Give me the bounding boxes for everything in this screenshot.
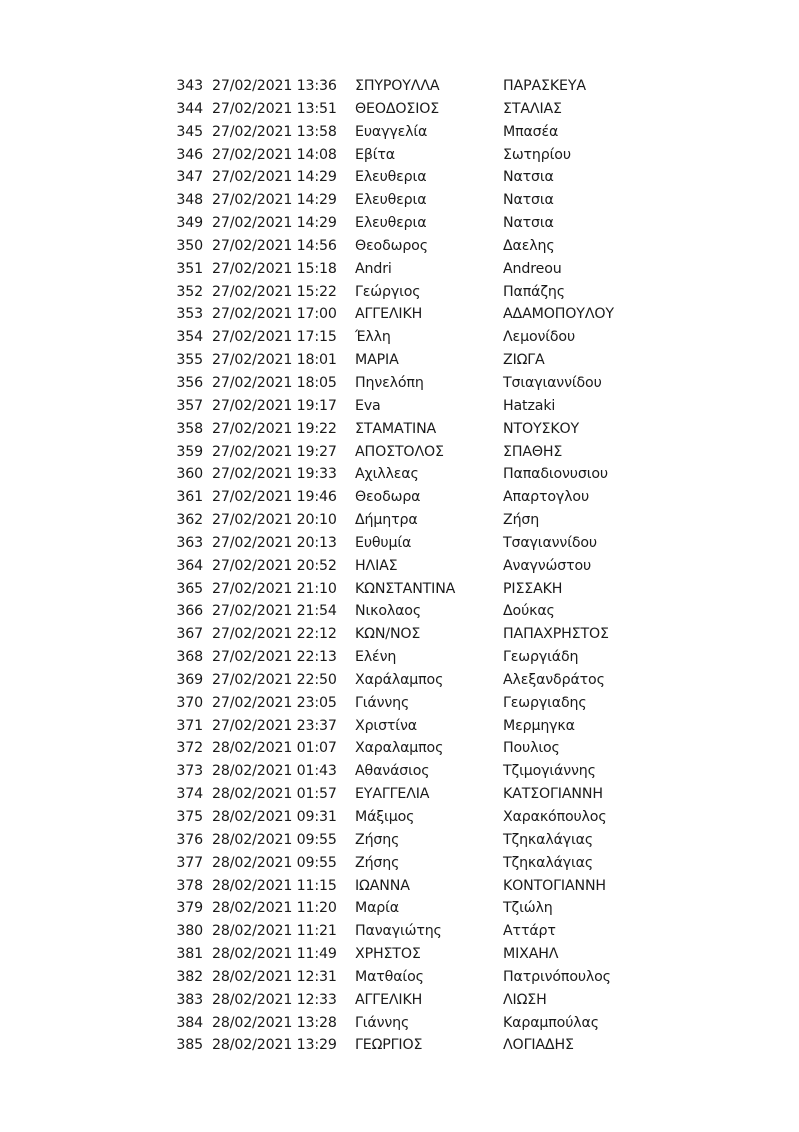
row-last-name: Απαρτογλου	[503, 489, 590, 506]
row-datetime: 28/02/2021 13:28	[212, 1014, 337, 1031]
table-row	[160, 715, 640, 738]
row-number: 384	[176, 1014, 203, 1031]
row-datetime: 27/02/2021 19:33	[212, 466, 337, 483]
row-number: 373	[176, 763, 203, 780]
row-number: 380	[176, 923, 203, 940]
row-number: 349	[176, 215, 203, 232]
row-first-name: Δήμητρα	[355, 512, 418, 529]
row-number: 356	[176, 374, 203, 391]
row-datetime: 27/02/2021 15:22	[212, 283, 337, 300]
row-datetime: 28/02/2021 11:49	[212, 946, 337, 963]
row-first-name: Εβίτα	[355, 146, 395, 163]
table-row	[160, 235, 640, 258]
row-last-name: Αττάρτ	[503, 923, 556, 940]
row-last-name: Χαρακόπουλος	[503, 809, 607, 825]
table-row	[160, 372, 640, 395]
row-last-name: Τζιμογιάννης	[503, 763, 596, 780]
row-first-name: ΣΠΥΡΟΥΛΛΑ	[355, 78, 440, 94]
row-datetime: 27/02/2021 13:51	[212, 100, 337, 117]
row-number: 366	[176, 603, 203, 620]
row-datetime: 27/02/2021 22:13	[212, 649, 337, 666]
row-last-name: Πουλιος	[503, 740, 560, 757]
row-first-name: Νικολαος	[355, 603, 422, 620]
row-last-name: ΝΤΟΥΣΚΟΥ	[503, 420, 580, 437]
row-datetime: 27/02/2021 22:12	[212, 626, 337, 643]
row-first-name: Γιάννης	[355, 1014, 410, 1031]
table-row	[160, 258, 640, 281]
row-last-name: Hatzaki	[503, 397, 556, 414]
row-number: 345	[176, 123, 203, 140]
row-datetime: 27/02/2021 14:29	[212, 215, 337, 232]
row-datetime: 27/02/2021 14:08	[212, 146, 337, 163]
row-number: 381	[176, 946, 203, 963]
row-datetime: 28/02/2021 11:15	[212, 877, 337, 894]
table-row	[160, 303, 640, 326]
row-last-name: Τζηκαλάγιας	[503, 854, 594, 871]
row-number: 378	[176, 877, 203, 894]
row-first-name: Ελευθερια	[355, 192, 427, 209]
row-first-name: ΙΩΑΝΝΑ	[355, 877, 410, 894]
row-first-name: Eva	[355, 397, 381, 414]
row-number: 347	[176, 169, 203, 186]
row-last-name: ΣΤΑΛΙΑΣ	[503, 100, 562, 117]
row-number: 348	[176, 192, 203, 209]
row-number: 362	[176, 512, 203, 529]
row-last-name: Ζήση	[503, 512, 540, 529]
row-first-name: Γεώργιος	[355, 283, 421, 300]
row-number: 376	[176, 831, 203, 848]
row-datetime: 28/02/2021 01:43	[212, 763, 337, 780]
table-row	[160, 189, 640, 212]
row-first-name: Αθανάσιος	[355, 763, 430, 780]
table-row	[160, 989, 640, 1012]
table-row	[160, 75, 640, 98]
row-number: 379	[176, 900, 203, 917]
row-number: 353	[176, 306, 203, 323]
row-last-name: Λεμονίδου	[503, 329, 576, 346]
row-first-name: ΘΕΟΔΟΣΙΟΣ	[355, 100, 440, 117]
row-first-name: Ελευθερια	[355, 169, 427, 186]
row-datetime: 28/02/2021 09:31	[212, 809, 337, 825]
row-last-name: ΠΑΡΑΣΚΕΥΑ	[503, 78, 586, 94]
row-datetime: 27/02/2021 13:36	[212, 78, 337, 94]
table-row	[160, 829, 640, 852]
row-datetime: 27/02/2021 15:18	[212, 260, 337, 277]
table-row	[160, 966, 640, 989]
row-last-name: ΛΙΩΣΗ	[503, 991, 547, 1008]
table-row	[160, 760, 640, 783]
row-last-name: ΡΙΣΣΑΚΗ	[503, 580, 563, 597]
row-datetime: 27/02/2021 19:17	[212, 397, 337, 414]
row-last-name: Μερμηγκα	[503, 717, 575, 734]
row-number: 369	[176, 671, 203, 688]
row-datetime: 27/02/2021 20:13	[212, 534, 337, 551]
row-number: 375	[176, 809, 203, 825]
row-last-name: ΠΑΠΑΧΡΗΣΤΟΣ	[503, 626, 609, 643]
row-number: 377	[176, 854, 203, 871]
table-row	[160, 166, 640, 189]
row-last-name: Γεωργιαδης	[503, 694, 587, 711]
row-number: 382	[176, 968, 203, 985]
row-datetime: 27/02/2021 14:56	[212, 237, 337, 254]
table-row	[160, 875, 640, 898]
row-number: 355	[176, 352, 203, 369]
row-last-name: Αναγνώστου	[503, 557, 592, 574]
table-row	[160, 395, 640, 418]
row-number: 358	[176, 420, 203, 437]
row-datetime: 27/02/2021 13:58	[212, 123, 337, 140]
row-last-name: ΛΟΓΙΑΔΗΣ	[503, 1037, 574, 1054]
row-number: 370	[176, 694, 203, 711]
row-last-name: Δαελης	[503, 237, 555, 254]
row-datetime: 28/02/2021 09:55	[212, 831, 337, 848]
row-first-name: ΚΩΝΣΤΑΝΤΙΝΑ	[355, 580, 456, 597]
registration-list	[160, 75, 640, 1057]
row-datetime: 27/02/2021 20:10	[212, 512, 337, 529]
table-row	[160, 532, 640, 555]
row-last-name: Μπασέα	[503, 123, 559, 140]
table-row	[160, 281, 640, 304]
row-datetime: 27/02/2021 18:01	[212, 352, 337, 369]
table-row	[160, 486, 640, 509]
row-first-name: Παναγιώτης	[355, 923, 442, 940]
row-datetime: 27/02/2021 19:27	[212, 443, 337, 460]
row-first-name: Γιάννης	[355, 694, 410, 711]
row-first-name: ΜΑΡΙΑ	[355, 352, 399, 369]
table-row	[160, 509, 640, 532]
table-row	[160, 212, 640, 235]
row-datetime: 28/02/2021 11:20	[212, 900, 337, 917]
row-datetime: 28/02/2021 13:29	[212, 1037, 337, 1054]
table-row	[160, 121, 640, 144]
row-first-name: Ευθυμία	[355, 534, 412, 551]
row-number: 371	[176, 717, 203, 734]
row-datetime: 27/02/2021 21:54	[212, 603, 337, 620]
row-last-name: Andreou	[503, 260, 562, 277]
row-number: 385	[176, 1037, 203, 1054]
row-number: 343	[176, 78, 203, 94]
row-first-name: Ελένη	[355, 649, 397, 666]
row-last-name: Τσαγιαννίδου	[503, 534, 597, 551]
row-last-name: ΖΙΩΓΑ	[503, 352, 545, 369]
row-last-name: ΚΟΝΤΟΓΙΑΝΝΗ	[503, 877, 606, 894]
row-number: 372	[176, 740, 203, 757]
row-first-name: Ελευθερια	[355, 215, 427, 232]
row-datetime: 27/02/2021 19:22	[212, 420, 337, 437]
row-last-name: Τζηκαλάγιας	[503, 831, 594, 848]
table-row	[160, 98, 640, 121]
row-first-name: Θεοδωρα	[355, 489, 421, 506]
row-datetime: 27/02/2021 21:10	[212, 580, 337, 597]
row-number: 365	[176, 580, 203, 597]
table-row	[160, 646, 640, 669]
table-row	[160, 669, 640, 692]
row-first-name: ΑΓΓΕΛΙΚΗ	[355, 306, 423, 323]
row-first-name: ΗΛΙΑΣ	[355, 557, 398, 574]
row-datetime: 28/02/2021 01:07	[212, 740, 337, 757]
row-last-name: Νατσια	[503, 215, 554, 232]
table-row	[160, 897, 640, 920]
table-row	[160, 555, 640, 578]
row-first-name: ΑΠΟΣΤΟΛΟΣ	[355, 443, 444, 460]
row-first-name: ΓΕΩΡΓΙΟΣ	[355, 1037, 423, 1054]
row-first-name: Πηνελόπη	[355, 374, 424, 391]
table-row	[160, 623, 640, 646]
row-last-name: Δούκας	[503, 603, 555, 620]
row-first-name: Χαραλαμπος	[355, 740, 444, 757]
row-last-name: Τσιαγιαννίδου	[503, 374, 602, 391]
row-datetime: 27/02/2021 17:00	[212, 306, 337, 323]
row-last-name: Αλεξανδράτος	[503, 671, 605, 688]
row-number: 368	[176, 649, 203, 666]
row-last-name: Παπαδιονυσιου	[503, 466, 608, 483]
row-number: 367	[176, 626, 203, 643]
row-first-name: Χαράλαμπος	[355, 671, 444, 688]
table-row	[160, 418, 640, 441]
row-first-name: ΕΥΑΓΓΕΛΙΑ	[355, 786, 430, 803]
row-datetime: 27/02/2021 14:29	[212, 169, 337, 186]
row-datetime: 27/02/2021 23:05	[212, 694, 337, 711]
table-row	[160, 783, 640, 806]
row-datetime: 28/02/2021 12:33	[212, 991, 337, 1008]
table-row	[160, 441, 640, 464]
row-number: 374	[176, 786, 203, 803]
row-last-name: ΚΑΤΣΟΓΙΑΝΝΗ	[503, 786, 603, 803]
row-first-name: Θεοδωρος	[355, 237, 428, 254]
row-datetime: 27/02/2021 22:50	[212, 671, 337, 688]
row-number: 346	[176, 146, 203, 163]
row-number: 364	[176, 557, 203, 574]
row-last-name: Σωτηρίου	[503, 146, 571, 163]
table-row	[160, 1034, 640, 1057]
row-datetime: 28/02/2021 12:31	[212, 968, 337, 985]
row-number: 350	[176, 237, 203, 254]
row-first-name: ΧΡΗΣΤΟΣ	[355, 946, 421, 963]
table-row	[160, 600, 640, 623]
table-row	[160, 920, 640, 943]
row-first-name: Ματθαίος	[355, 968, 424, 985]
table-row	[160, 463, 640, 486]
row-first-name: Μάξιμος	[355, 809, 415, 825]
row-datetime: 27/02/2021 20:52	[212, 557, 337, 574]
row-number: 351	[176, 260, 203, 277]
row-first-name: Ευαγγελία	[355, 123, 428, 140]
row-first-name: Έλλη	[355, 329, 391, 346]
row-datetime: 28/02/2021 11:21	[212, 923, 337, 940]
table-row	[160, 943, 640, 966]
table-row	[160, 144, 640, 167]
row-last-name: ΑΔΑΜΟΠΟΥΛΟΥ	[503, 306, 614, 323]
row-last-name: Τζιώλη	[503, 900, 553, 917]
row-datetime: 27/02/2021 23:37	[212, 717, 337, 734]
table-row	[160, 737, 640, 760]
row-last-name: Γεωργιάδη	[503, 649, 579, 666]
row-number: 383	[176, 991, 203, 1008]
row-first-name: ΣΤΑΜΑΤΙΝΑ	[355, 420, 437, 437]
row-last-name: Πατρινόπουλος	[503, 968, 611, 985]
row-last-name: ΜΙΧΑΗΛ	[503, 946, 559, 963]
row-first-name: ΚΩΝ/ΝΟΣ	[355, 626, 421, 643]
row-number: 360	[176, 466, 203, 483]
row-datetime: 27/02/2021 14:29	[212, 192, 337, 209]
table-row	[160, 578, 640, 601]
row-number: 359	[176, 443, 203, 460]
row-datetime: 28/02/2021 01:57	[212, 786, 337, 803]
row-last-name: Καραμπούλας	[503, 1014, 599, 1031]
row-datetime: 27/02/2021 17:15	[212, 329, 337, 346]
table-row	[160, 852, 640, 875]
row-number: 361	[176, 489, 203, 506]
row-last-name: Παπάζης	[503, 283, 565, 300]
row-first-name: Αχιλλεας	[355, 466, 419, 483]
row-datetime: 27/02/2021 18:05	[212, 374, 337, 391]
row-last-name: Νατσια	[503, 192, 554, 209]
table-row	[160, 806, 640, 829]
table-row	[160, 692, 640, 715]
table-row	[160, 326, 640, 349]
row-first-name: Ζήσης	[355, 854, 400, 871]
row-last-name: ΣΠΑΘΗΣ	[503, 443, 563, 460]
row-number: 354	[176, 329, 203, 346]
row-first-name: Andri	[355, 260, 392, 277]
row-number: 357	[176, 397, 203, 414]
row-first-name: Χριστίνα	[355, 717, 417, 734]
row-first-name: Μαρία	[355, 900, 400, 917]
row-number: 363	[176, 534, 203, 551]
row-first-name: ΑΓΓΕΛΙΚΗ	[355, 991, 423, 1008]
row-number: 352	[176, 283, 203, 300]
table-row	[160, 349, 640, 372]
row-datetime: 28/02/2021 09:55	[212, 854, 337, 871]
table-row	[160, 1012, 640, 1035]
row-number: 344	[176, 100, 203, 117]
row-first-name: Ζήσης	[355, 831, 400, 848]
row-datetime: 27/02/2021 19:46	[212, 489, 337, 506]
row-last-name: Νατσια	[503, 169, 554, 186]
